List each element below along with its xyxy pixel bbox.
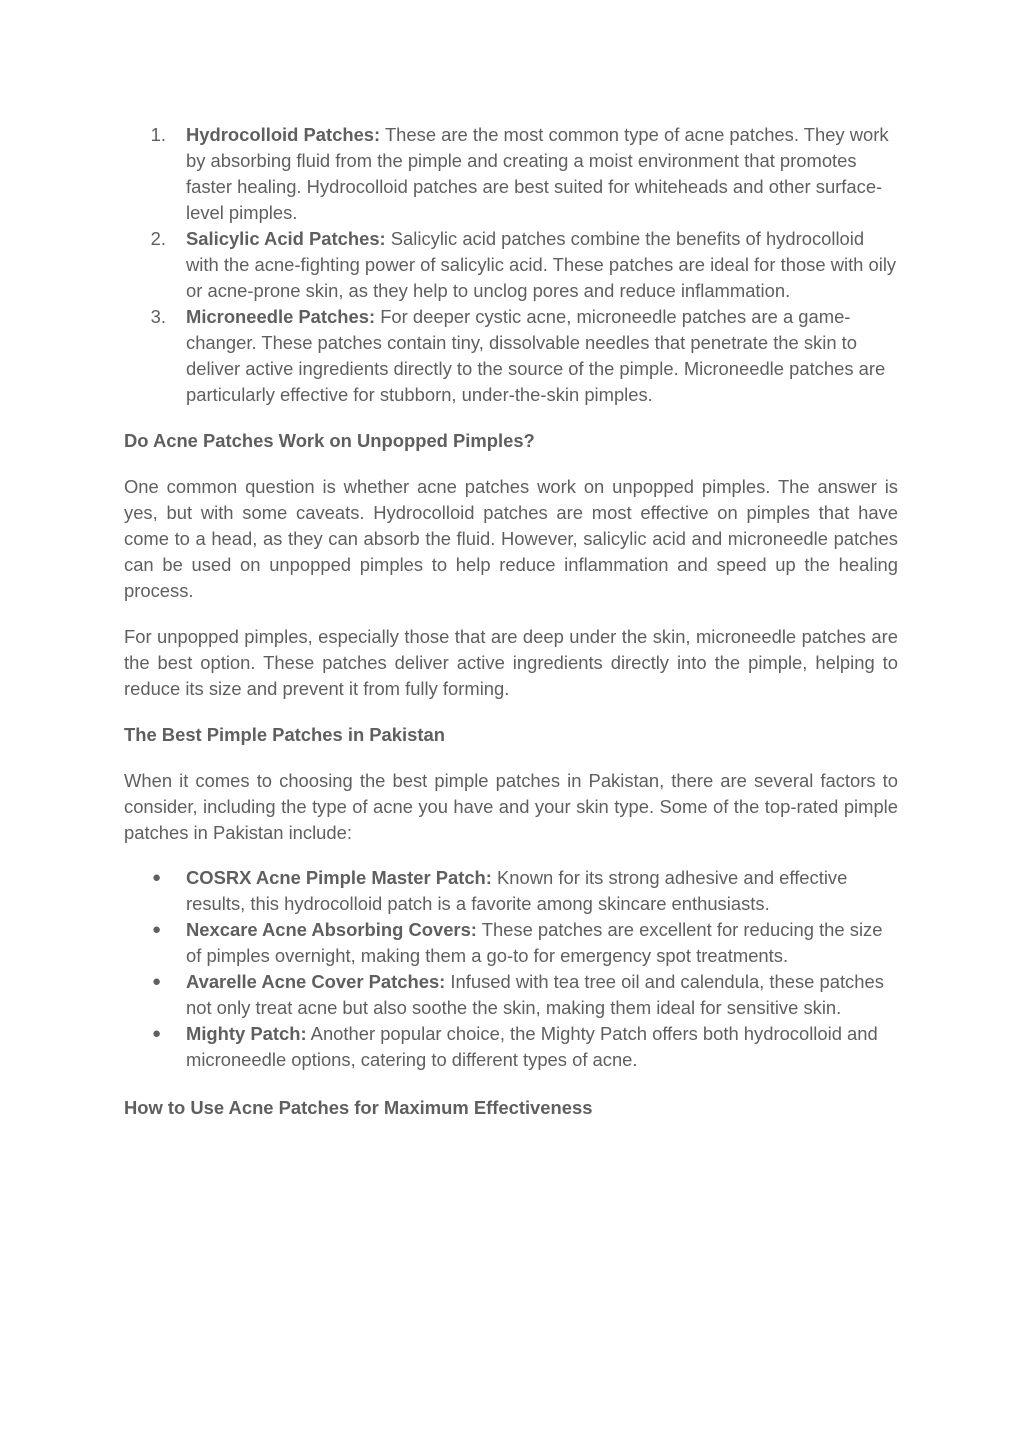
list-item-text: These are the most common type of acne patches. They work by absorbing fluid from the pimple and creating a moist environment that promotes faster healing. Hydrocolloid patches are best suited for whiteheads and other surface-level pimples.: [186, 124, 889, 223]
paragraph-unpopped-1: One common question is whether acne patches work on unpopped pimples. The answer is yes, but with some caveats. Hydrocolloid patches are most effective on pimples that have come to a head, as they can absorb the fluid. However, salicylic acid and microneedle patches can be used on unpopped pimples to help reduce inflammation and speed up the healing process.: [124, 476, 898, 601]
list-number: 3.: [150, 306, 166, 327]
top-patches-list: [124, 865, 898, 1073]
list-item-term: Hydrocolloid Patches:: [186, 124, 381, 145]
list-item-text: These patches are excellent for reducing the size of pimples overnight, making them a go-to for emergency spot treatments.: [186, 919, 883, 966]
paragraph-pakistan-1: When it comes to choosing the best pimple patches in Pakistan, there are several factors to consider, including the type of acne you have and your skin type. Some of the top-rated pimple patches in Pakistan include:: [124, 770, 898, 843]
list-item-term: Salicylic Acid Patches:: [186, 228, 386, 249]
list-item-text: Another popular choice, the Mighty Patch offers both hydrocolloid and microneedle options, catering to different types of acne.: [186, 1023, 878, 1070]
list-item-text: Salicylic acid patches combine the benefits of hydrocolloid with the acne-fighting power of salicylic acid. These patches are ideal for those with oily or acne-prone skin, as they help to unclog pores and reduce inflammation.: [186, 228, 897, 301]
list-item-term: Microneedle Patches:: [186, 306, 376, 327]
list-item: [124, 969, 898, 1021]
section-heading-pakistan: The Best Pimple Patches in Pakistan: [124, 724, 445, 745]
bullet-marker: ●: [152, 869, 162, 886]
list-item-text: Known for its strong adhesive and effective results, this hydrocolloid patch is a favorite among skincare enthusiasts.: [186, 867, 848, 914]
list-item: [124, 1021, 898, 1073]
bullet-marker: ●: [152, 973, 162, 990]
list-item-text: For deeper cystic acne, microneedle patches are a game-changer. These patches contain tiny, dissolvable needles that penetrate the skin to deliver active ingredients directly to the source of the pimple. Microneedle patches are particularly effective for stubborn, under-the-skin pimples.: [186, 306, 886, 405]
list-item-term: COSRX Acne Pimple Master Patch:: [186, 867, 492, 888]
list-number: 2.: [150, 228, 166, 249]
list-item-text: Infused with tea tree oil and calendula, these patches not only treat acne but also soothe the skin, making them ideal for sensitive skin.: [186, 971, 884, 1018]
document-page: [124, 122, 898, 1121]
list-item-term: Mighty Patch:: [186, 1023, 307, 1044]
list-item: [124, 304, 898, 408]
list-item-term: Avarelle Acne Cover Patches:: [186, 971, 446, 992]
list-item: [124, 865, 898, 917]
list-item: [124, 917, 898, 969]
bullet-marker: ●: [152, 1025, 162, 1042]
section-heading-unpopped: Do Acne Patches Work on Unpopped Pimples?: [124, 430, 535, 451]
list-number: 1.: [150, 124, 166, 145]
section-heading-usage: How to Use Acne Patches for Maximum Effectiveness: [124, 1097, 593, 1118]
list-item: [124, 226, 898, 304]
bullet-marker: ●: [152, 921, 162, 938]
paragraph-unpopped-2: For unpopped pimples, especially those that are deep under the skin, microneedle patches are the best option. These patches deliver active ingredients directly into the pimple, helping to reduce its size and prevent it from fully forming.: [124, 626, 898, 699]
list-item-term: Nexcare Acne Absorbing Covers:: [186, 919, 477, 940]
list-item: [124, 122, 898, 226]
patch-types-list: [124, 122, 898, 408]
